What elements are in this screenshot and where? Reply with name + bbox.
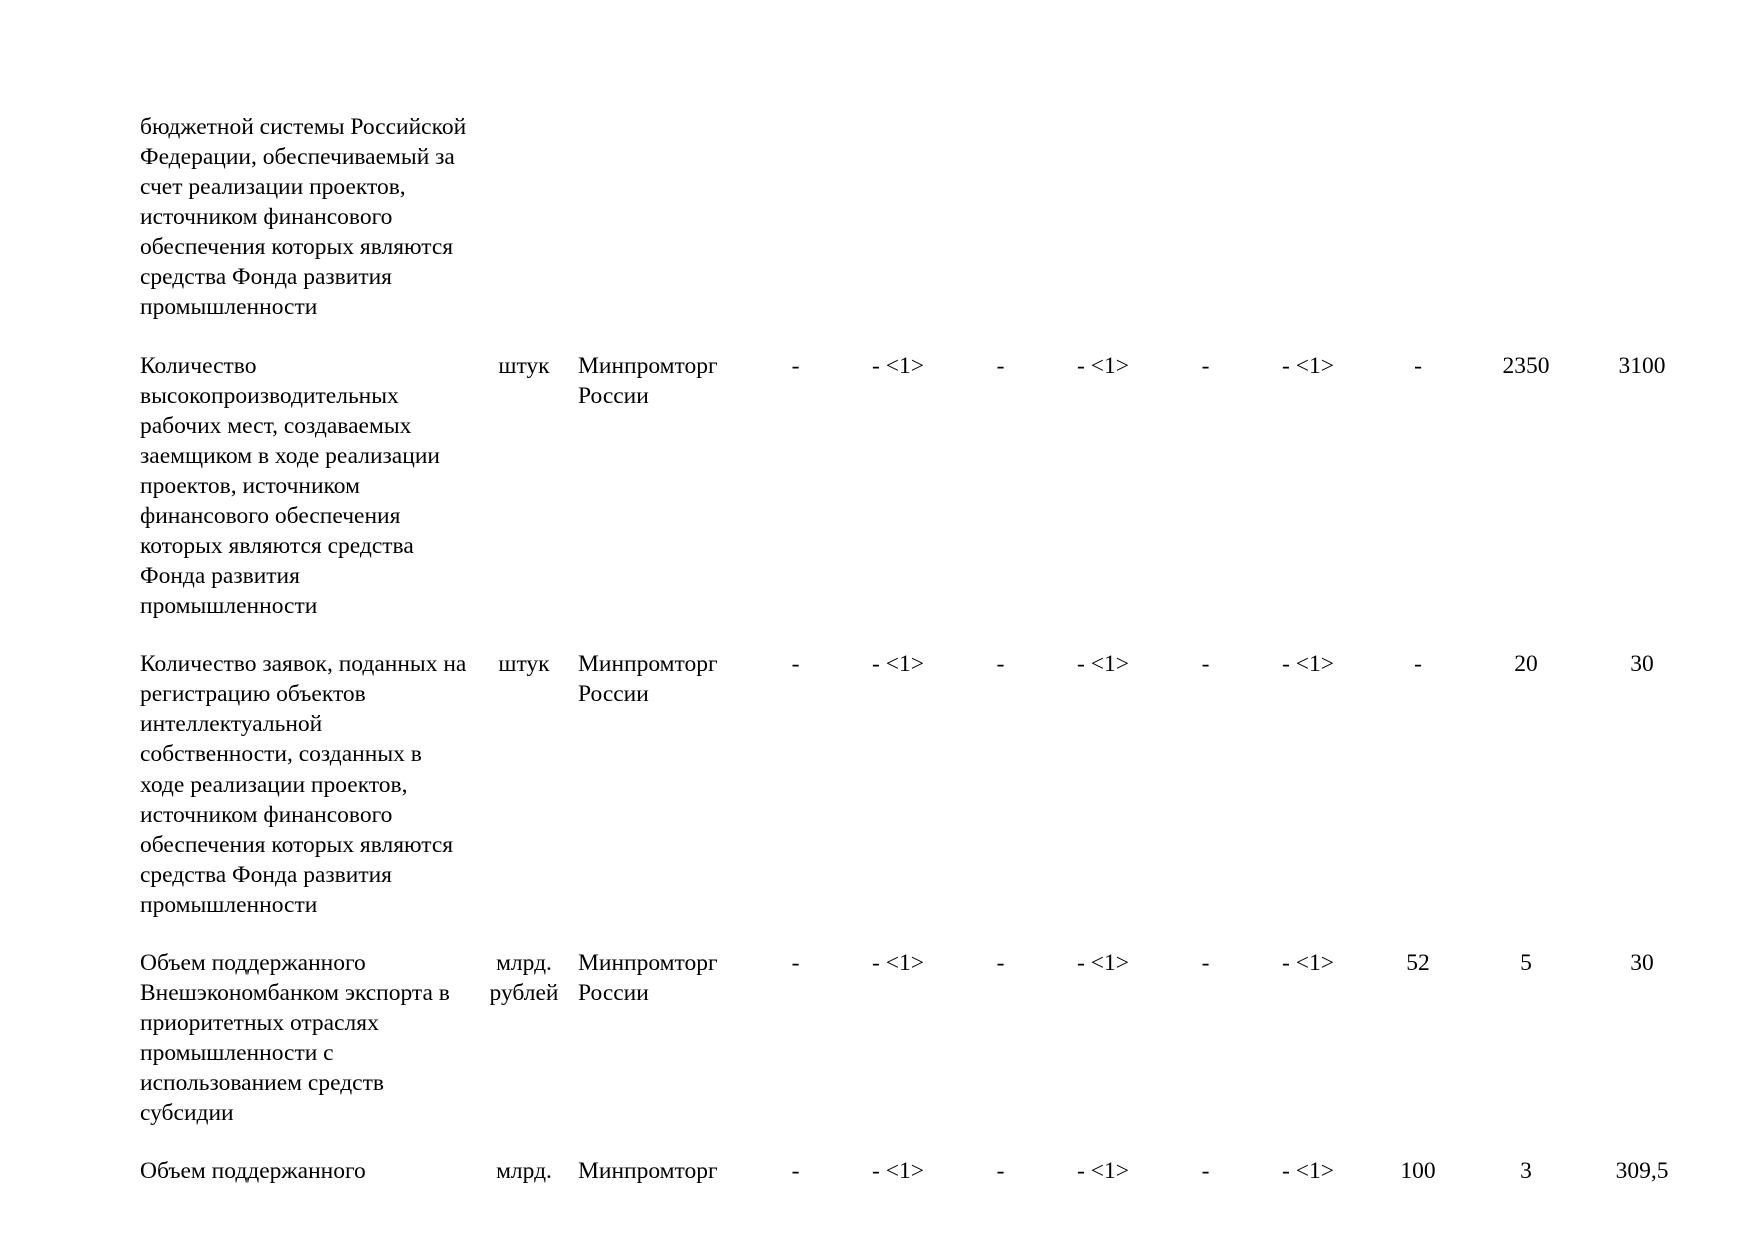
data-cell-9: 30	[1630, 949, 1654, 976]
data-cell-2: - <1>	[872, 1158, 924, 1185]
table-row	[140, 948, 1700, 1156]
indicators-table	[140, 112, 1700, 1215]
unit-text: млрд. рублей	[489, 949, 559, 1007]
data-cell-5: -	[1201, 352, 1210, 379]
data-cell-3: -	[996, 352, 1005, 379]
table-row	[140, 649, 1700, 948]
data-cell-8: 2350	[1502, 352, 1550, 379]
data-cell-3: -	[996, 651, 1005, 678]
data-cell-6: - <1>	[1282, 352, 1334, 379]
table-row	[140, 1156, 1700, 1214]
data-cell-4	[1043, 112, 1163, 351]
data-cell-5: -	[1201, 651, 1210, 678]
indicator-text: Объем поддержанного	[140, 1158, 366, 1185]
data-cell-3	[958, 112, 1043, 351]
unit-text	[470, 112, 578, 351]
data-cell-1: -	[791, 651, 800, 678]
data-cell-1	[753, 112, 838, 351]
data-cell-5: -	[1201, 1158, 1210, 1185]
data-cell-8: 20	[1514, 651, 1538, 678]
indicator-text: Количество высокопроизводительных рабочих мест, создаваемых заемщиком в ходе реализации проектов, источником финансового обеспечения которых являются средства Фонда развития промышленности	[140, 352, 440, 620]
data-cell-9	[1584, 112, 1700, 351]
agency-text: Минпромторг России	[578, 352, 718, 409]
data-cell-2: - <1>	[872, 949, 924, 976]
data-cell-1: -	[791, 1158, 800, 1185]
data-cell-2	[838, 112, 958, 351]
agency-text: Минпромторг России	[578, 651, 718, 708]
data-cell-6: - <1>	[1282, 949, 1334, 976]
unit-text: штук	[498, 651, 550, 678]
data-cell-5: -	[1201, 949, 1210, 976]
table-row	[140, 112, 1700, 351]
data-cell-9: 30	[1630, 651, 1654, 678]
data-cell-4: - <1>	[1077, 352, 1129, 379]
data-cell-7: 52	[1406, 949, 1430, 976]
data-cell-8: 3	[1520, 1158, 1532, 1185]
data-cell-1: -	[791, 949, 800, 976]
data-cell-8	[1468, 112, 1584, 351]
unit-text: штук	[498, 352, 550, 379]
data-cell-3: -	[996, 949, 1005, 976]
data-cell-6	[1248, 112, 1368, 351]
data-cell-2: - <1>	[872, 651, 924, 678]
agency-text: Минпромторг России	[578, 949, 718, 1007]
agency-text: Минпромторг	[578, 1158, 718, 1185]
data-cell-6: - <1>	[1282, 1158, 1334, 1185]
data-cell-9: 3100	[1618, 352, 1666, 379]
indicator-text: Количество заявок, поданных на регистрацию объектов интеллектуальной собственности, созданных в ходе реализации проектов, источником финансового обеспечения которых являются средства Фонда развития промышленности	[140, 651, 467, 918]
table-body	[140, 112, 1700, 1215]
data-cell-4: - <1>	[1077, 949, 1129, 976]
data-cell-4: - <1>	[1077, 1158, 1129, 1185]
data-cell-8: 5	[1520, 949, 1532, 976]
data-cell-2: - <1>	[872, 352, 924, 379]
indicator-text: бюджетной системы Российской Федерации, обеспечиваемый за счет реализации проектов, источником финансового обеспечения которых являются средства Фонда развития промышленности	[140, 114, 467, 321]
data-cell-7: -	[1414, 651, 1422, 678]
data-cell-3: -	[996, 1158, 1005, 1185]
data-cell-9: 309,5	[1615, 1158, 1669, 1185]
unit-text: млрд.	[496, 1158, 552, 1185]
agency-text	[578, 112, 753, 351]
data-cell-6: - <1>	[1282, 651, 1334, 678]
data-cell-7	[1368, 112, 1468, 351]
table-row	[140, 351, 1700, 650]
indicator-text: Объем поддержанного Внешэкономбанком экспорта в приоритетных отраслях промышленности с использованием средств субсидии	[140, 949, 450, 1127]
data-cell-1: -	[791, 352, 800, 379]
data-cell-7: 100	[1400, 1158, 1436, 1185]
data-cell-4: - <1>	[1077, 651, 1129, 678]
data-cell-5	[1163, 112, 1248, 351]
data-cell-7: -	[1414, 352, 1422, 379]
